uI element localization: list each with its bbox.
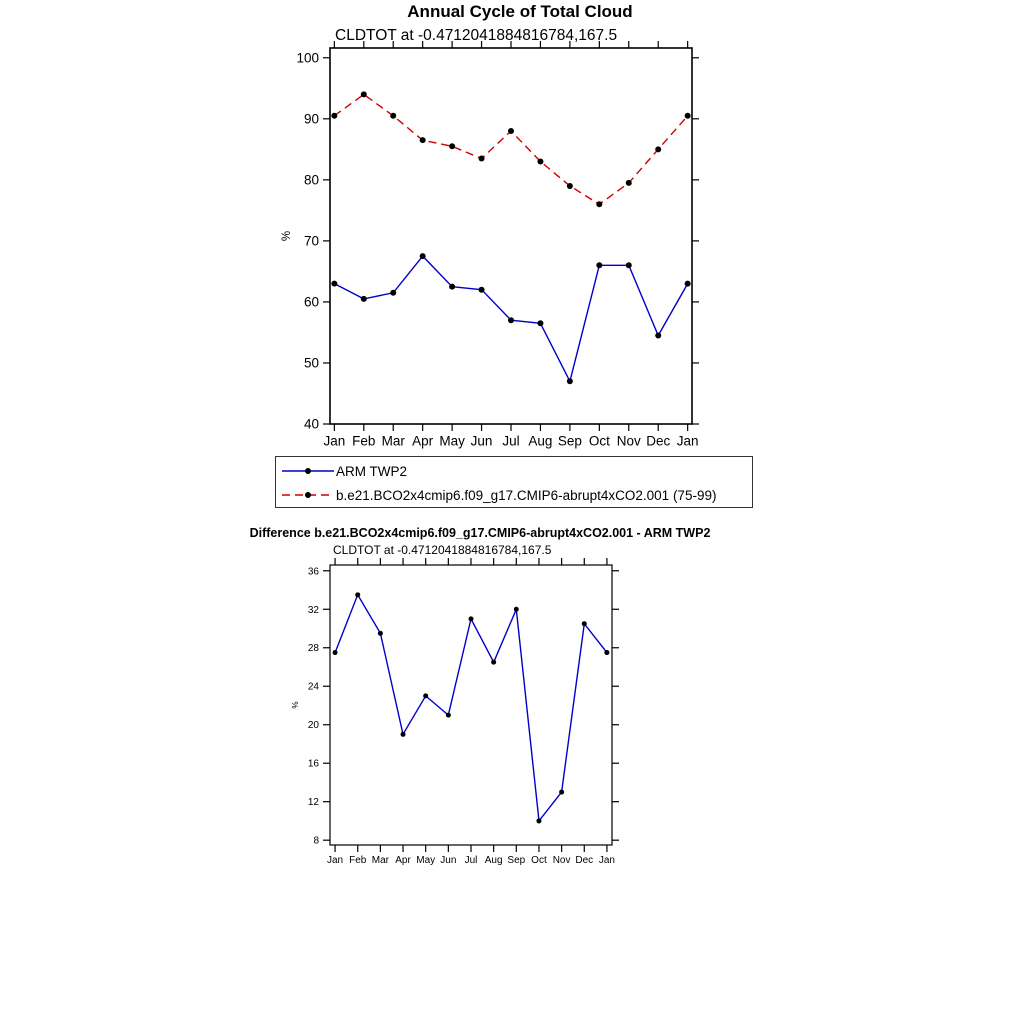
svg-text:Jan: Jan <box>323 433 346 449</box>
bottom-chart-plot <box>280 558 660 870</box>
svg-text:Mar: Mar <box>371 855 390 866</box>
svg-text:36: 36 <box>307 566 319 578</box>
bottom-chart-subtitle: CLDTOT at -0.4712041884816784,167.5 <box>333 543 552 557</box>
svg-text:Apr: Apr <box>395 855 411 866</box>
svg-text:Jan: Jan <box>676 433 699 449</box>
svg-text:12: 12 <box>307 797 319 809</box>
svg-text:60: 60 <box>303 294 319 310</box>
svg-text:Mar: Mar <box>381 433 405 449</box>
top-chart-plot <box>270 40 770 460</box>
svg-text:16: 16 <box>307 758 319 770</box>
svg-text:50: 50 <box>303 355 319 371</box>
legend-entry-model-run <box>280 483 752 507</box>
svg-text:May: May <box>439 433 465 449</box>
svg-text:Oct: Oct <box>588 433 610 449</box>
legend-label-arm-twp2: ARM TWP2 <box>336 463 408 479</box>
svg-text:Feb: Feb <box>352 433 376 449</box>
svg-text:28: 28 <box>307 643 319 655</box>
bottom-chart-title: Difference b.e21.BCO2x4cmip6.f09_g17.CMIP6-abrupt4xCO2.001 - ARM TWP2 <box>249 526 711 540</box>
svg-text:Jul: Jul <box>464 855 478 866</box>
svg-text:Jan: Jan <box>327 855 344 866</box>
svg-text:Oct: Oct <box>531 855 547 866</box>
top-chart-title: Annual Cycle of Total Cloud <box>407 2 633 21</box>
svg-text:40: 40 <box>303 416 319 432</box>
legend-box <box>275 456 753 508</box>
legend-solid-line-icon <box>280 461 336 481</box>
svg-text:Jan: Jan <box>598 855 615 866</box>
svg-text:Feb: Feb <box>349 855 367 866</box>
svg-text:Nov: Nov <box>616 433 641 449</box>
svg-text:100: 100 <box>296 50 319 66</box>
svg-text:Jul: Jul <box>502 433 520 449</box>
svg-text:Dec: Dec <box>575 855 594 866</box>
svg-text:Apr: Apr <box>412 433 434 449</box>
svg-text:Dec: Dec <box>646 433 671 449</box>
svg-text:80: 80 <box>303 172 319 188</box>
svg-text:Jun: Jun <box>440 855 457 866</box>
legend-label-model-run: b.e21.BCO2x4cmip6.f09_g17.CMIP6-abrupt4xCO2.001 (75-99) <box>336 487 717 503</box>
svg-text:24: 24 <box>307 681 319 693</box>
svg-text:%: % <box>281 230 293 242</box>
legend-dashed-line-icon <box>280 485 336 505</box>
svg-text:70: 70 <box>303 233 319 249</box>
svg-text:Nov: Nov <box>552 855 571 866</box>
svg-text:8: 8 <box>313 835 319 847</box>
svg-text:Aug: Aug <box>484 855 503 866</box>
svg-text:Aug: Aug <box>528 433 553 449</box>
svg-text:%: % <box>291 701 300 709</box>
top-chart-subtitle: CLDTOT at -0.4712041884816784,167.5 <box>335 27 618 44</box>
svg-text:32: 32 <box>307 604 319 616</box>
svg-text:May: May <box>416 855 436 866</box>
svg-text:20: 20 <box>307 720 319 732</box>
svg-text:Jun: Jun <box>470 433 493 449</box>
svg-text:Sep: Sep <box>507 855 526 866</box>
legend-entry-arm-twp2 <box>280 459 752 483</box>
svg-text:Sep: Sep <box>557 433 582 449</box>
svg-text:90: 90 <box>303 111 319 127</box>
